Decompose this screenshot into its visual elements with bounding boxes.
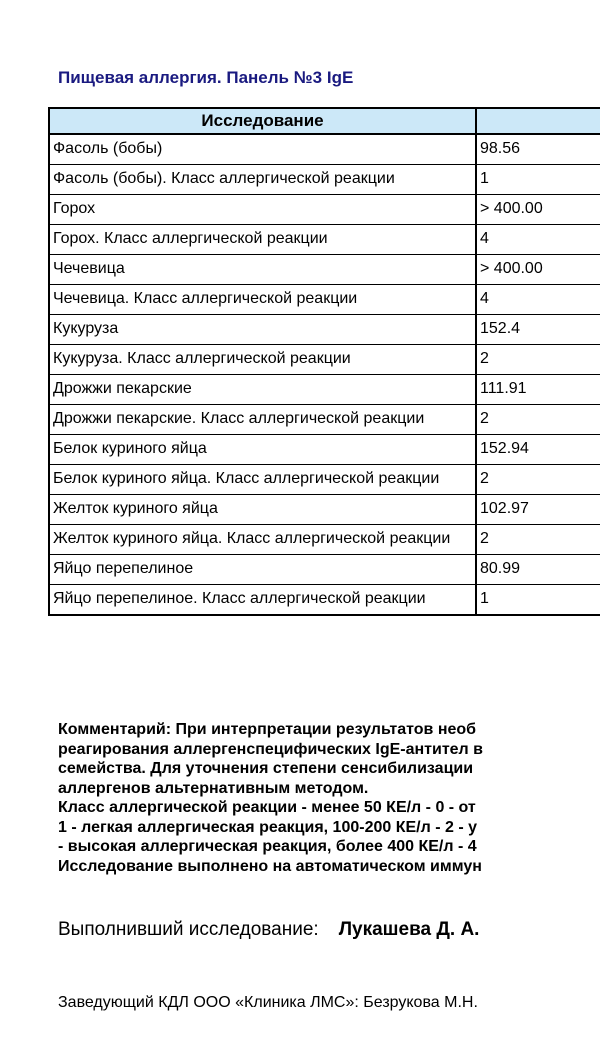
test-value-cell: 98.56 bbox=[476, 134, 600, 165]
test-value-cell: > 400.00 bbox=[476, 255, 600, 285]
performer-line bbox=[58, 919, 479, 941]
header-investigation: Исследование bbox=[49, 108, 476, 134]
table-row bbox=[49, 315, 600, 345]
test-value-cell: 1 bbox=[476, 165, 600, 195]
test-value-cell: 152.94 bbox=[476, 435, 600, 465]
header-result bbox=[476, 108, 600, 134]
test-value-cell: 1 bbox=[476, 585, 600, 616]
results-table bbox=[48, 107, 600, 616]
comment-line: Класс аллергической реакции - менее 50 КЕ/л - 0 - от bbox=[58, 799, 476, 816]
test-name-cell: Фасоль (бобы). Класс аллергической реакции bbox=[49, 165, 476, 195]
table-row bbox=[49, 435, 600, 465]
comment-block bbox=[58, 720, 600, 876]
test-name-cell: Чечевица. Класс аллергической реакции bbox=[49, 285, 476, 315]
performer-name: Лукашева Д. А. bbox=[338, 919, 480, 940]
test-value-cell: 152.4 bbox=[476, 315, 600, 345]
test-name-cell: Чечевица bbox=[49, 255, 476, 285]
test-name-cell: Горох. Класс аллергической реакции bbox=[49, 225, 476, 255]
test-value-cell: 2 bbox=[476, 525, 600, 555]
table-row bbox=[49, 495, 600, 525]
table-row bbox=[49, 525, 600, 555]
comment-line: аллергенов альтернативным методом. bbox=[58, 779, 369, 797]
test-value-cell: 80.99 bbox=[476, 555, 600, 585]
table-row bbox=[49, 345, 600, 375]
comment-line: Исследование выполнено на автоматическом иммун bbox=[58, 857, 482, 875]
test-name-cell: Желток куриного яйца bbox=[49, 495, 476, 525]
table-row bbox=[49, 225, 600, 255]
test-value-cell: > 400.00 bbox=[476, 195, 600, 225]
test-value-cell: 4 bbox=[476, 225, 600, 255]
test-name-cell: Кукуруза bbox=[49, 315, 476, 345]
test-value-cell: 102.97 bbox=[476, 495, 600, 525]
test-value-cell: 4 bbox=[476, 285, 600, 315]
comment-line: 1 - легкая аллергическая реакция, 100-200 КЕ/л - 2 - у bbox=[58, 818, 477, 836]
table-row bbox=[49, 465, 600, 495]
test-name-cell: Яйцо перепелиное. Класс аллергической реакции bbox=[49, 585, 476, 616]
test-name-cell: Желток куриного яйца. Класс аллергической реакции bbox=[49, 525, 476, 555]
table-row bbox=[49, 405, 600, 435]
comment-line: Комментарий: При интерпретации результатов необ bbox=[58, 721, 477, 738]
panel-title: Пищевая аллергия. Панель №3 IgE bbox=[58, 68, 354, 87]
head-of-lab-line: Заведующий КДЛ ООО «Клиника ЛМС»: Безрукова М.Н. bbox=[58, 994, 478, 1011]
test-name-cell: Фасоль (бобы) bbox=[49, 134, 476, 165]
test-name-cell: Дрожжи пекарские bbox=[49, 375, 476, 405]
table-row bbox=[49, 555, 600, 585]
test-name-cell: Дрожжи пекарские. Класс аллергической реакции bbox=[49, 405, 476, 435]
performer-label: Выполнивший исследование: bbox=[58, 919, 319, 940]
comment-line: - высокая аллергическая реакция, более 400 КЕ/л - 4 bbox=[58, 838, 477, 855]
table-row bbox=[49, 195, 600, 225]
test-value-cell: 2 bbox=[476, 345, 600, 375]
table-header-row bbox=[49, 108, 600, 134]
test-value-cell: 2 bbox=[476, 465, 600, 495]
test-name-cell: Кукуруза. Класс аллергической реакции bbox=[49, 345, 476, 375]
test-name-cell: Яйцо перепелиное bbox=[49, 555, 476, 585]
test-value-cell: 2 bbox=[476, 405, 600, 435]
table-row bbox=[49, 165, 600, 195]
table-row bbox=[49, 255, 600, 285]
comment-line: реагирования аллергенспецифических IgE-антител в bbox=[58, 740, 483, 758]
table-row bbox=[49, 285, 600, 315]
test-name-cell: Горох bbox=[49, 195, 476, 225]
table-row bbox=[49, 375, 600, 405]
test-name-cell: Белок куриного яйца bbox=[49, 435, 476, 465]
table-row bbox=[49, 134, 600, 165]
test-value-cell: 111.91 bbox=[476, 375, 600, 405]
test-name-cell: Белок куриного яйца. Класс аллергической реакции bbox=[49, 465, 476, 495]
comment-line: семейства. Для уточнения степени сенсибилизации bbox=[58, 760, 474, 777]
table-row bbox=[49, 585, 600, 616]
